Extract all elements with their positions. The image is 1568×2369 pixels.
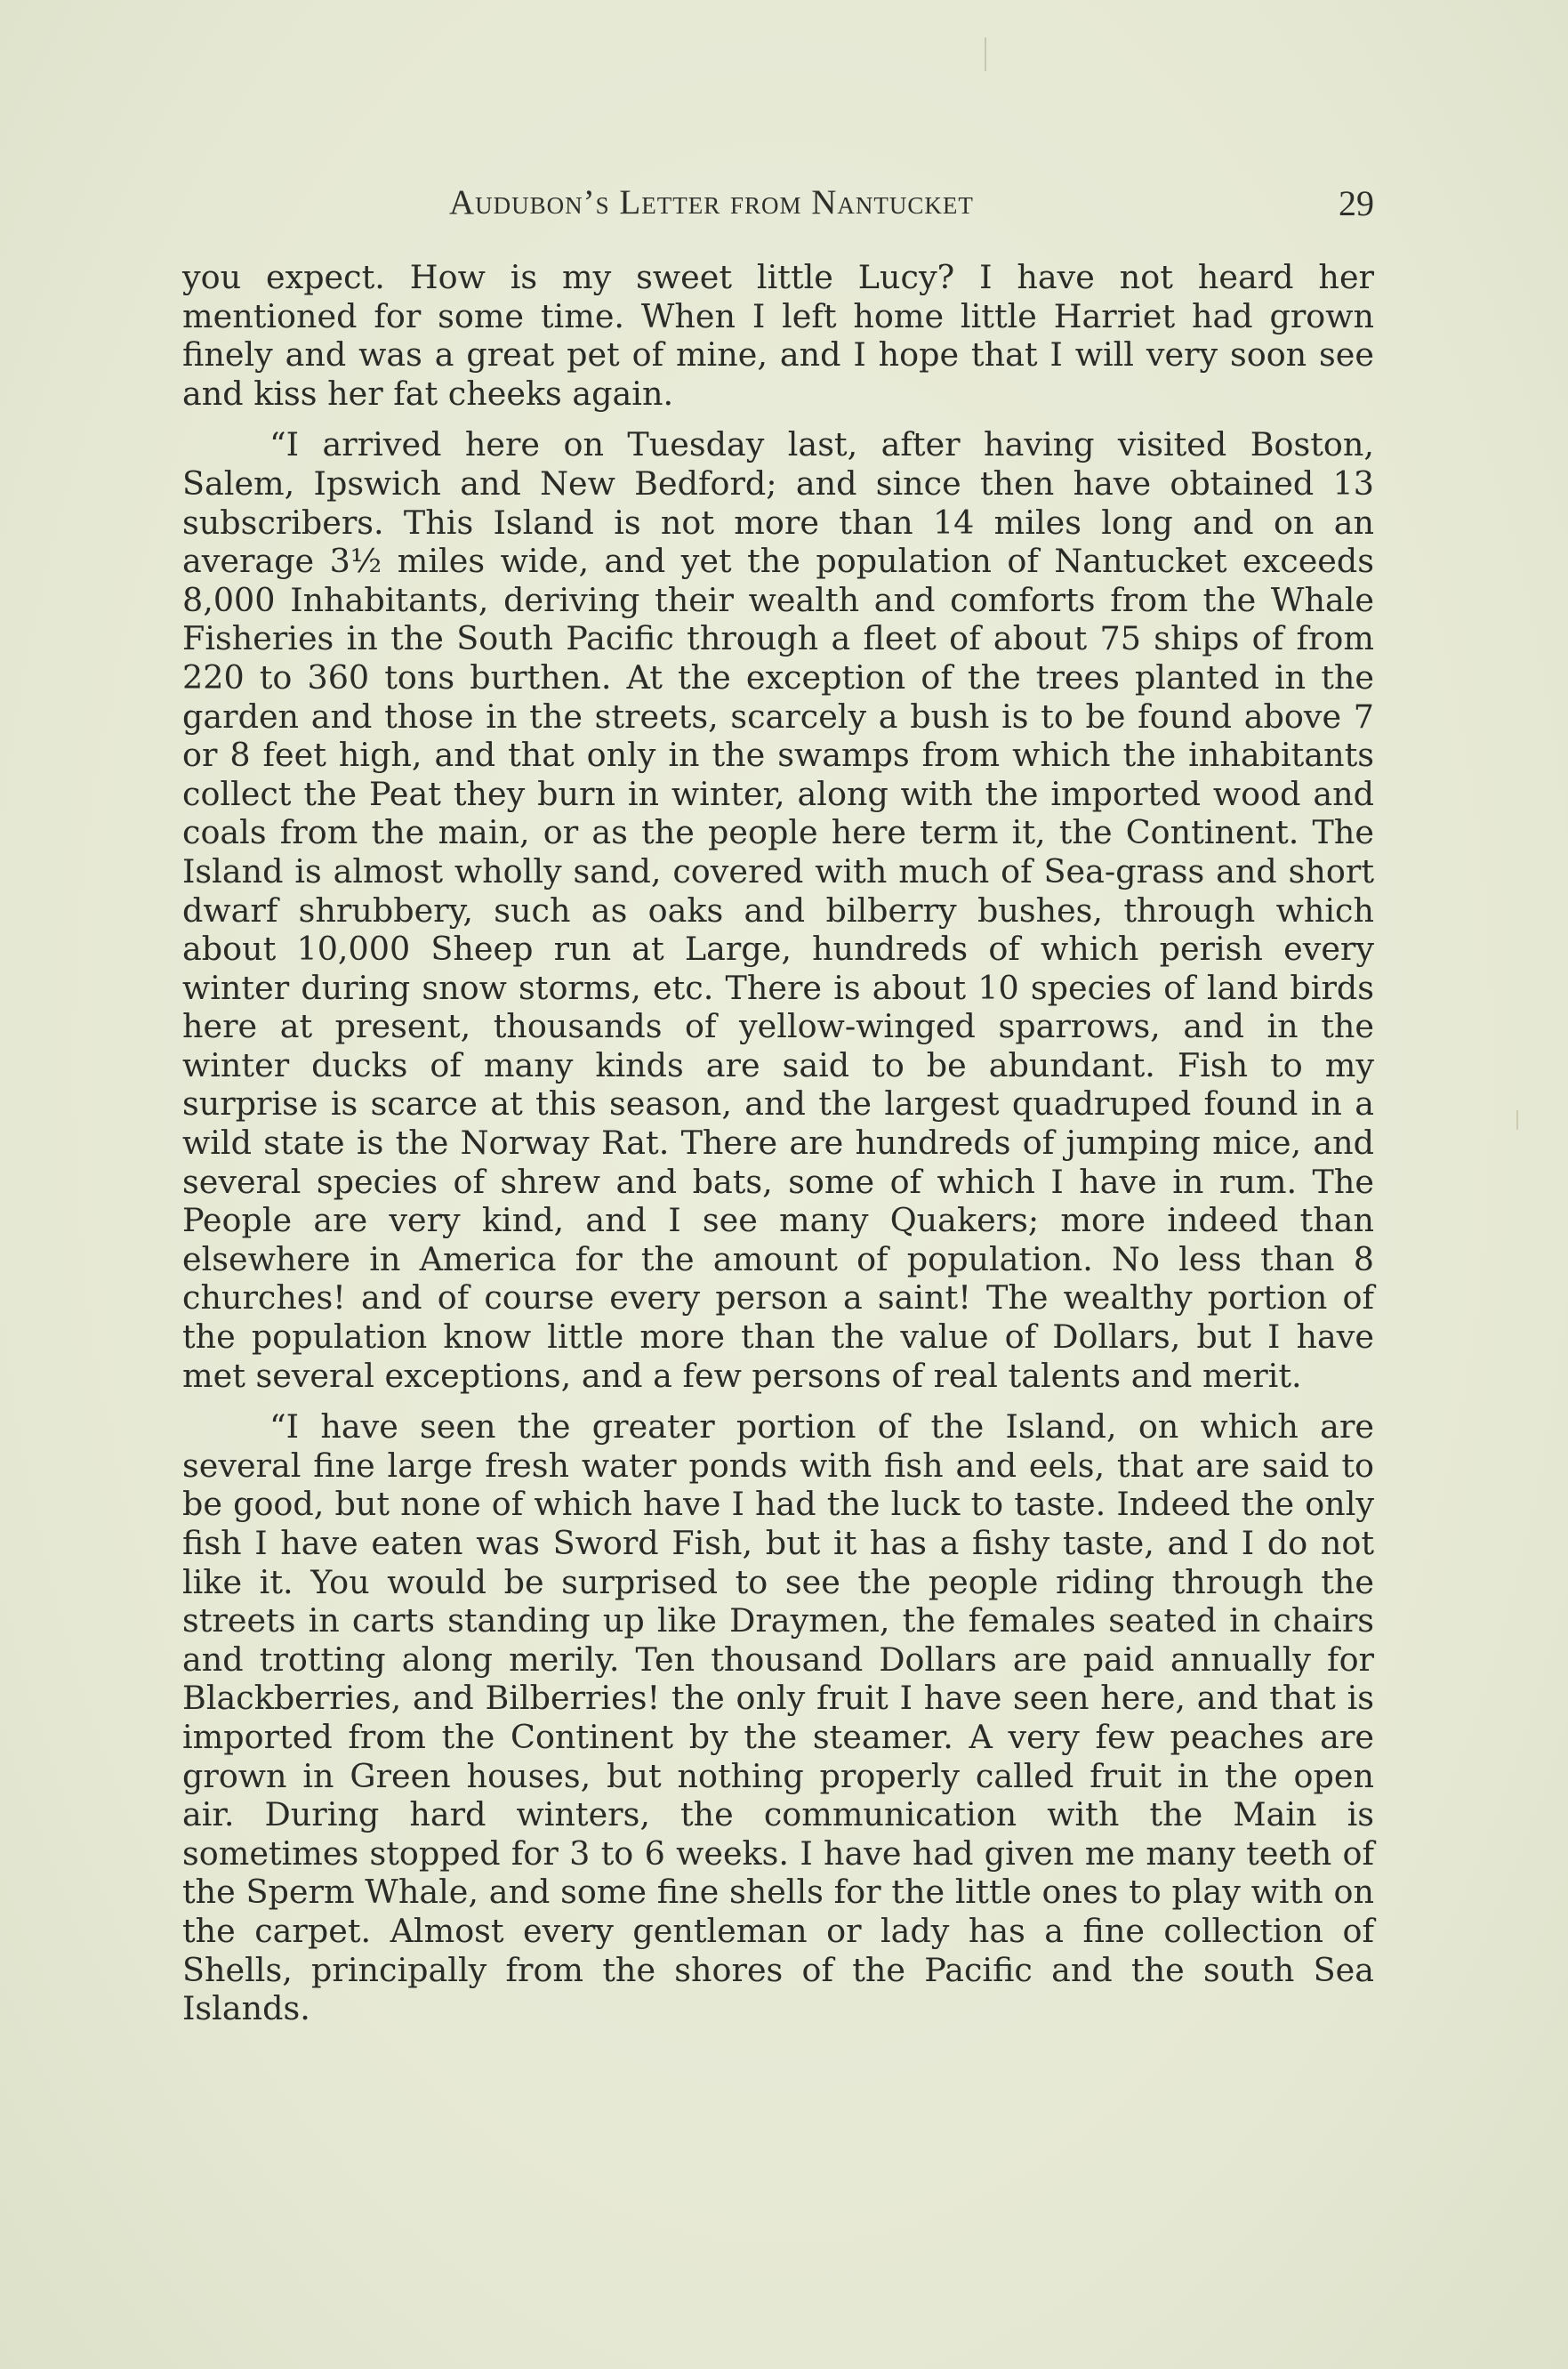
- page-crease-mark: [985, 37, 986, 71]
- page-header: [182, 182, 1374, 227]
- body-text: [182, 258, 1374, 2028]
- paragraph-arrival: “I arrived here on Tuesday last, after having visited Boston, Salem, Ipswich and New Bedford; and since then have obtained 13 subscribers. This Island is not more than 14 miles long and on an average 3½ miles wide, and yet the population of Nantucket exceeds 8,000 Inhabitants, deriving their wealth and comforts from the Whale Fisheries in the South Pacific through a fleet of about 75 ships of from 220 to 360 tons burthen. At the exception of the trees planted in the garden and those in the streets, scarcely a bush is to be found above 7 or 8 feet high, and that only in the swamps from which the inhabitants collect the Peat they burn in winter, along with the imported wood and coals from the main, or as the people here term it, the Continent. The Island is almost wholly sand, covered with much of Sea-grass and short dwarf shrubbery, such as oaks and bilberry bushes, through which about 10,000 Sheep run at Large, hundreds of which perish every winter during snow storms, etc. There is about 10 species of land birds here at present, thousands of yellow-winged sparrows, and in the winter ducks of many kinds are said to be abundant. Fish to my surprise is scarce at this season, and the largest quadruped found in a wild state is the Norway Rat. There are hundreds of jumping mice, and several species of shrew and bats, some of which I have in rum. The People are very kind, and I see many Quakers; more indeed than elsewhere in America for the amount of population. No less than 8 churches! and of course every person a saint! The wealthy portion of the population know little more than the value of Dollars, but I have met several exceptions, and a few persons of real talents and merit.: [182, 425, 1374, 1395]
- page-number: 29: [1339, 183, 1374, 223]
- running-head: Audubon’s Letter from Nantucket: [449, 183, 974, 222]
- paragraph-island: “I have seen the greater portion of the Island, on which are several fine large fresh water ponds with fish and eels, that are said to be good, but none of which have I had the luck to taste. Indeed the only fish I have eaten was Sword Fish, but it has a fishy taste, and I do not like it. You would be surprised to see the people riding through the streets in carts standing up like Draymen, the females seated in chairs and trotting along merily. Ten thousand Dollars are paid annually for Blackberries, and Bilberries! the only fruit I have seen here, and that is imported from the Continent by the steamer. A very few peaches are grown in Green houses, but nothing properly called fruit in the open air. During hard winters, the communication with the Main is sometimes stopped for 3 to 6 weeks. I have had given me many teeth of the Sperm Whale, and some fine shells for the little ones to play with on the carpet. Almost every gentleman or lady has a fine collection of Shells, principally from the shores of the Pacific and the south Sea Islands.: [182, 1407, 1374, 2028]
- margin-mark: [1516, 1110, 1518, 1130]
- paragraph-continued: you expect. How is my sweet little Lucy? I have not heard her mentioned for some time. When I left home little Harriet had grown finely and was a great pet of mine, and I hope that I will very soon see and kiss her fat cheeks again.: [182, 258, 1374, 413]
